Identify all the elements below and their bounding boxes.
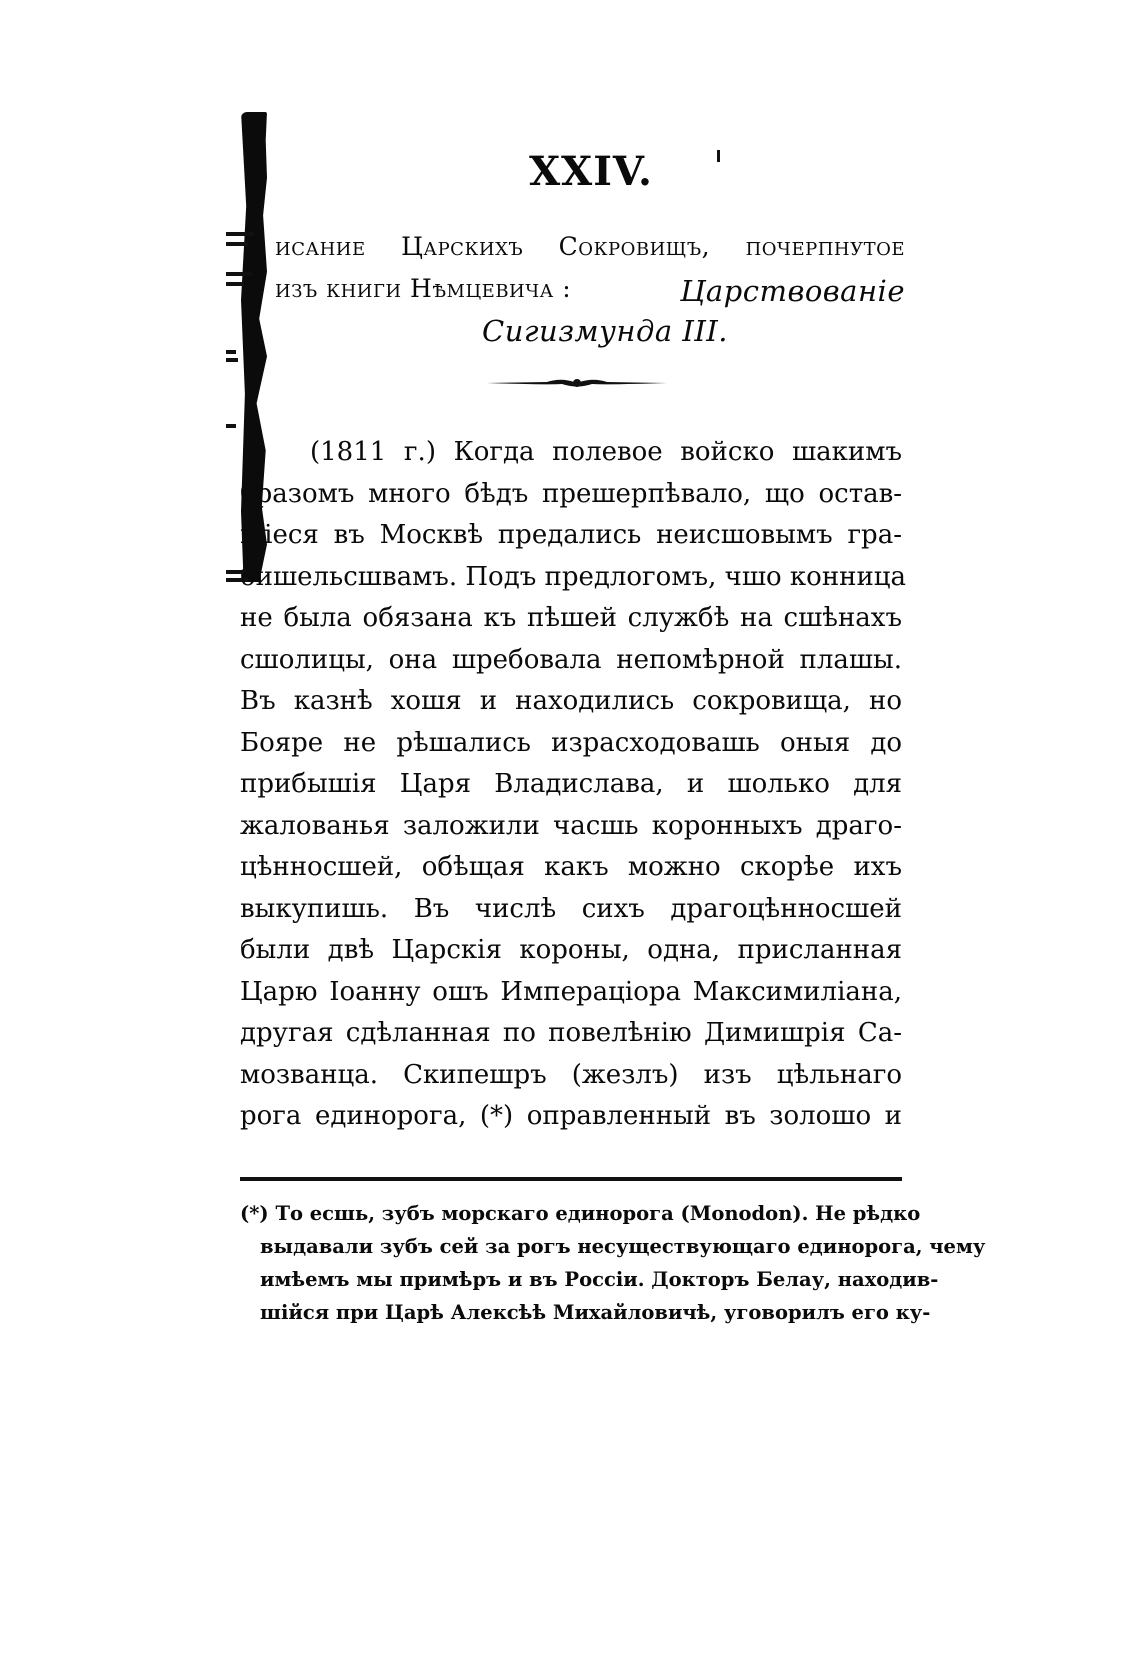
- body-line: бишельсшвамъ. Подъ предлогомъ, чшо конница: [240, 561, 907, 592]
- body-line: бразомъ много бѣдъ прешерпѣвало, що остав-: [240, 478, 902, 509]
- heading-line-1: исание Царскихъ Сокровищъ, почерпнутое: [275, 232, 905, 261]
- body-line: Бояре не рѣшались израсходовашь оныя до: [240, 727, 902, 758]
- footnote-line: шійся при Царѣ Алексѣѣ Михайловичѣ, уговорилъ его ку-: [260, 1301, 931, 1324]
- body-line: выкупишь. Въ числѣ сихъ драгоцѣнносшей: [240, 893, 902, 924]
- body-line: рога единорога, (*) оправленный въ золошо и: [240, 1101, 902, 1131]
- heading-line-3: Сигизмунда III.: [482, 314, 728, 348]
- body-line: шіеся въ Москвѣ предались неисшовымъ гра-: [240, 520, 902, 550]
- ornament-divider: [487, 376, 667, 390]
- body-text: [240, 432, 907, 1138]
- body-line: сшолицы, она шребовала непомѣрной плашы.: [240, 644, 902, 675]
- footnote: [240, 1197, 986, 1329]
- footnote-line: имѣемъ мы примѣръ и въ Россіи. Докторъ Белау, находив-: [260, 1268, 939, 1291]
- body-line: мозванца. Скипешръ (жезлъ) изъ цѣльнаго: [240, 1059, 902, 1090]
- footnote-line: выдавали зубъ сей за рогъ несуществующаго единорога, чему: [260, 1235, 986, 1258]
- body-line: Царю Іоанну ошъ Импераціора Максимиліана,: [240, 976, 902, 1007]
- body-line: не была обязана къ пѣшей службѣ на сшѣнахъ: [240, 603, 902, 633]
- body-line: цѣнносшей, обѣщая какъ можно скорѣе ихъ: [240, 852, 902, 882]
- body-line: жалованья заложили часшь коронныхъ драго-: [240, 810, 902, 841]
- footnote-divider: [240, 1177, 902, 1181]
- body-line: Въ казнѣ хошя и находились сокровища, но: [240, 686, 902, 716]
- body-line: другая сдѣланная по повелѣнію Димишрія Са-: [240, 1018, 902, 1048]
- heading-line-2-main: изъ книги Нѣмцевича :: [275, 274, 572, 303]
- body-line: (1811 г.) Когда полевое войско шакимъ: [310, 437, 902, 467]
- body-line: были двѣ Царскія короны, одна, присланная: [240, 935, 902, 965]
- body-line: прибышія Царя Владислава, и шолько для: [240, 769, 902, 799]
- chapter-number: XXIV.: [529, 148, 653, 195]
- heading-line-2: [275, 274, 905, 308]
- heading-line-2-italic: Царствованіе: [680, 274, 905, 308]
- footnote-line: (*) То есшь, зубъ морскаго единорога (Monodon). Не рѣдко: [240, 1202, 921, 1225]
